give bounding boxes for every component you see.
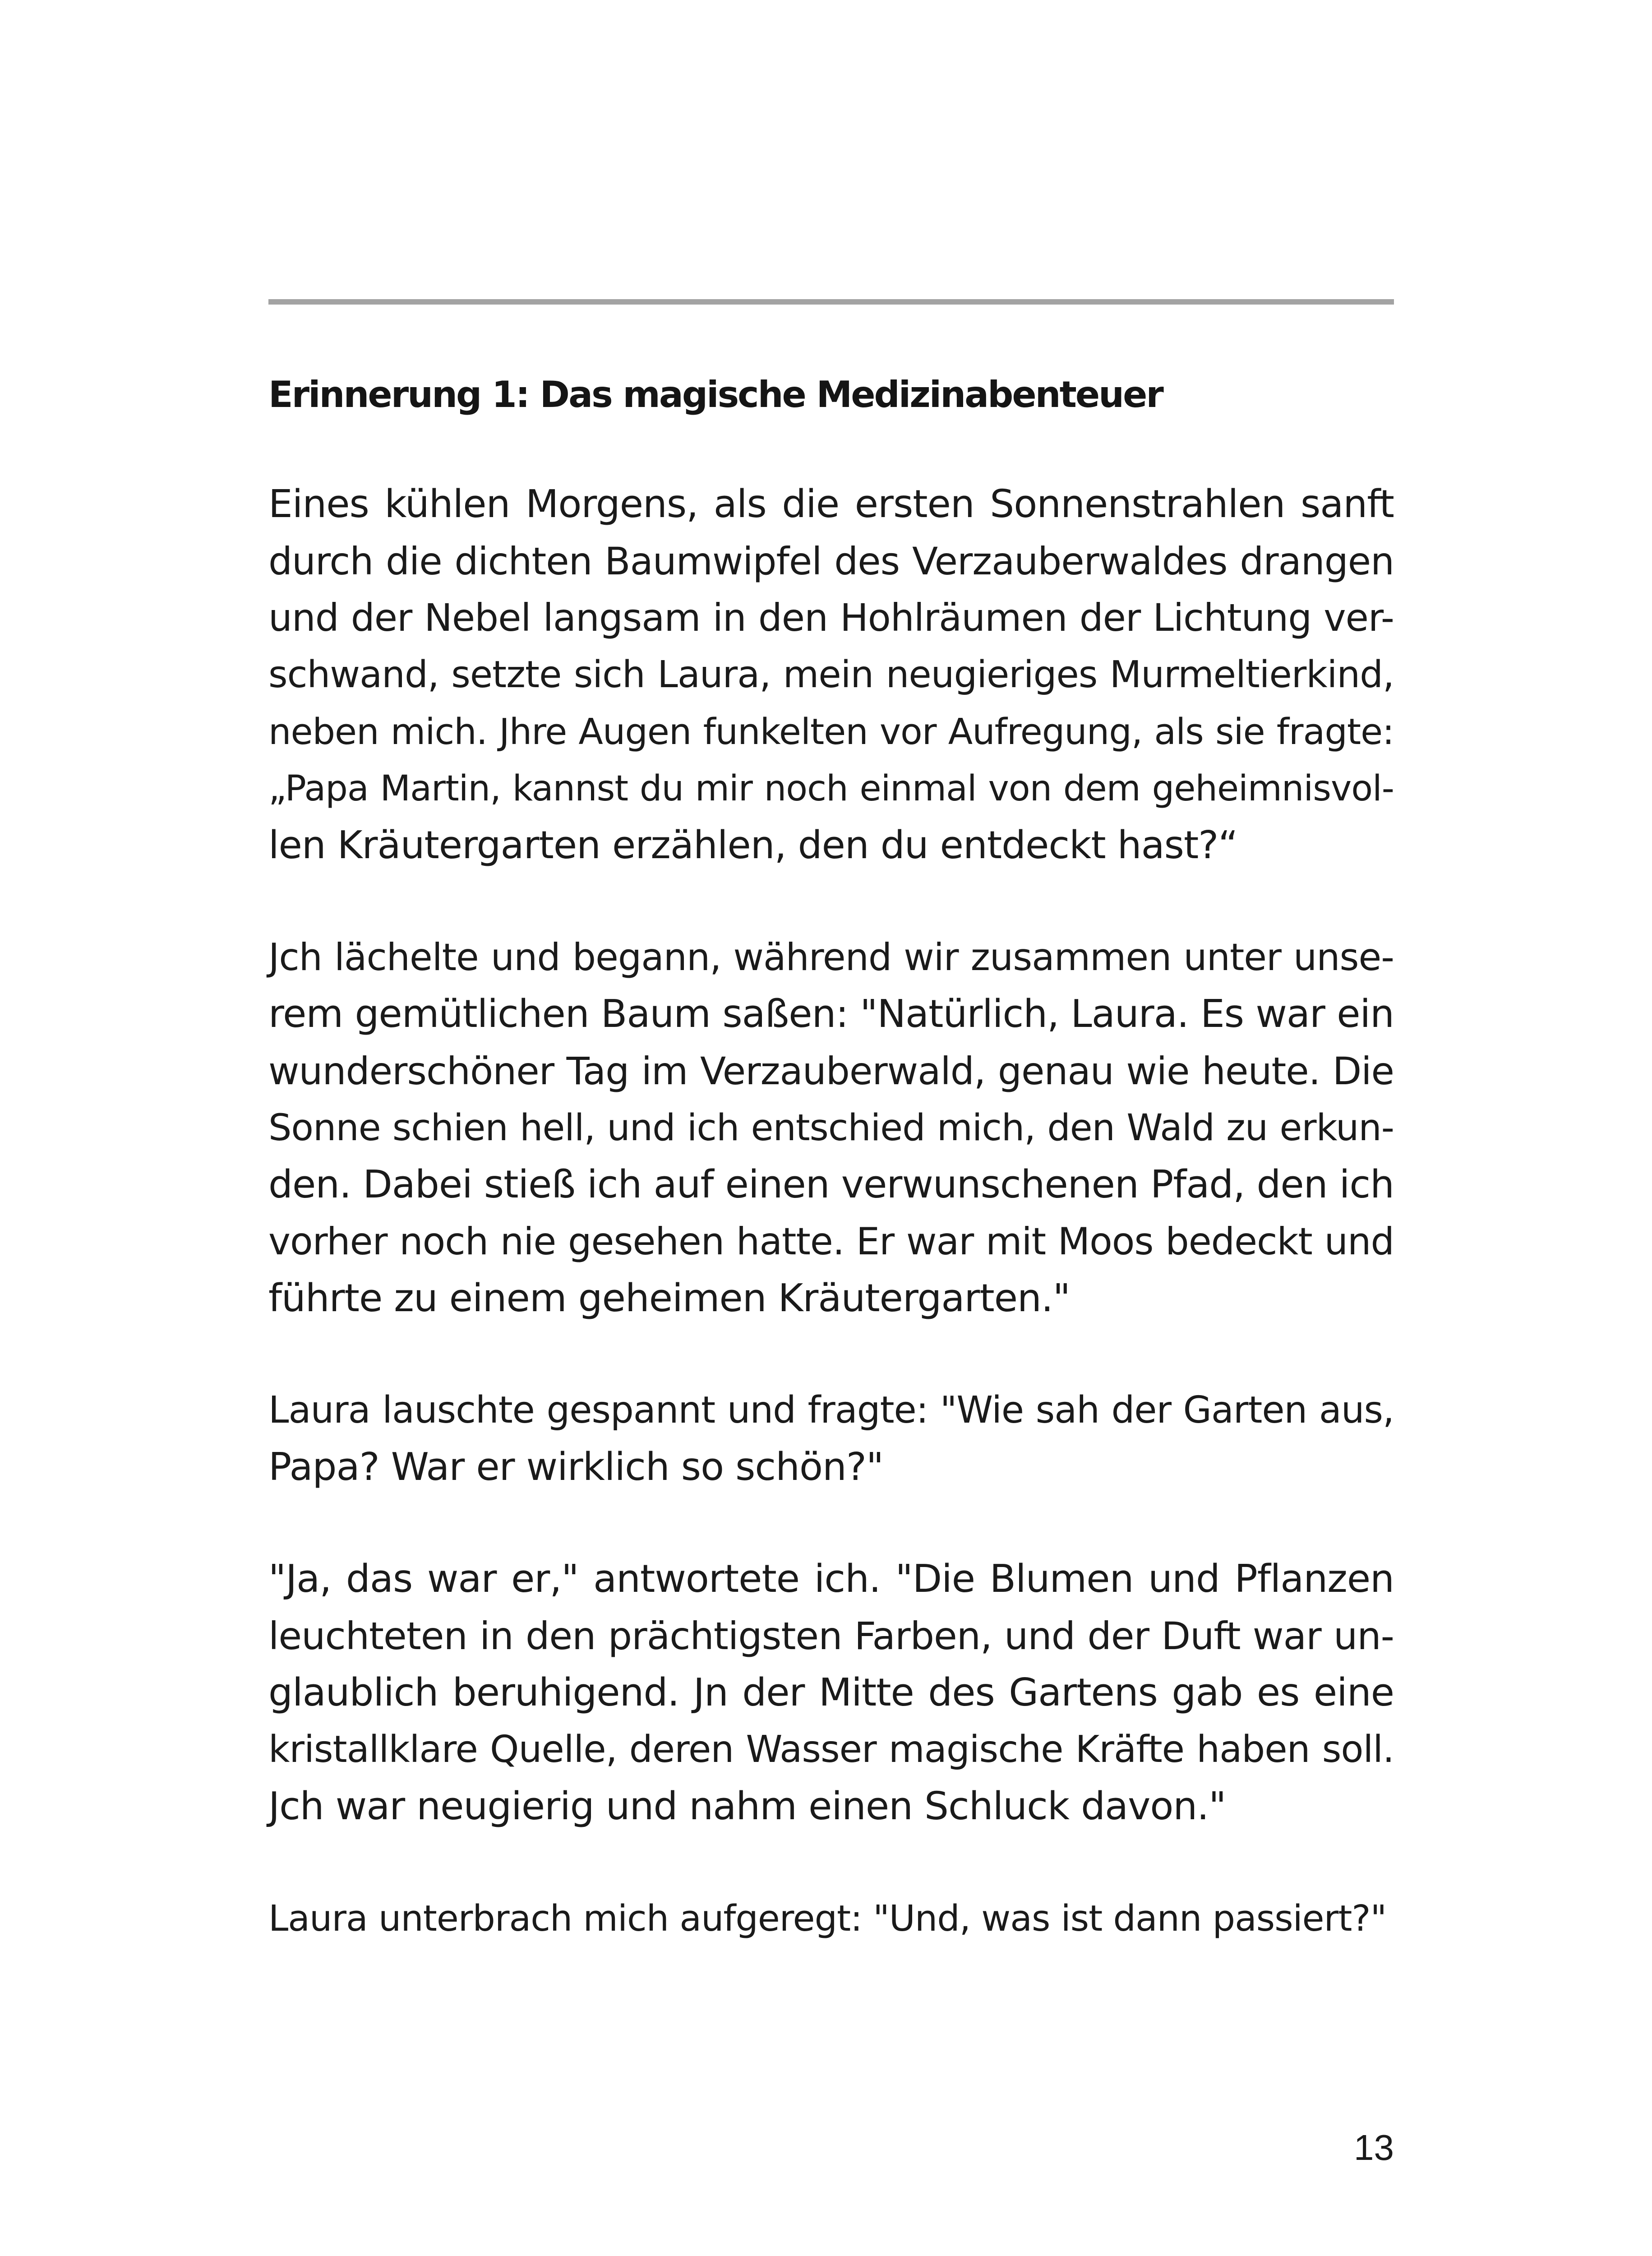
paragraph-2 — [268, 929, 1394, 1327]
text-line: vorher noch nie gesehen hatte. Er war mit Moos bedeckt und — [268, 1220, 1394, 1263]
chapter-heading: Erinnerung 1: Das magische Medizinabenteuer — [268, 374, 1163, 416]
paragraph-5 — [268, 1890, 1394, 1947]
paragraph-4 — [268, 1551, 1394, 1835]
text-line: schwand, setzte sich Laura, mein neugieriges Murmeltierkind, — [268, 653, 1394, 696]
text-line: wunderschöner Tag im Verzauberwald, genau wie heute. Die — [268, 1049, 1394, 1093]
text-line: durch die dichten Baumwipfel des Verzauberwaldes drangen — [268, 539, 1394, 583]
text-line: kristallklare Quelle, deren Wasser magische Kräfte haben soll. — [268, 1728, 1394, 1771]
paragraph-1 — [268, 476, 1394, 874]
paragraph-3 — [268, 1382, 1394, 1496]
text-line: den. Dabei stieß ich auf einen verwunschenen Pfad, den ich — [268, 1162, 1394, 1207]
text-line: führte zu einem geheimen Kräutergarten." — [268, 1276, 1070, 1321]
text-line: Laura lauschte gespannt und fragte: "Wie sah der Garten aus, — [268, 1389, 1394, 1432]
text-line: leuchteten in den prächtigsten Farben, und der Duft war un- — [268, 1614, 1394, 1658]
page-number: 13 — [1354, 2127, 1394, 2168]
text-line: Laura unterbrach mich aufgeregt: "Und, was ist dann passiert?" — [268, 1897, 1387, 1939]
text-line: len Kräutergarten erzählen, den du entdeckt hast?“ — [268, 823, 1238, 868]
text-line: Sonne schien hell, und ich entschied mich, den Wald zu erkun- — [268, 1107, 1394, 1149]
page-content — [268, 370, 1394, 2002]
text-line: rem gemütlichen Baum saßen: "Natürlich, Laura. Es war ein — [268, 992, 1394, 1036]
text-line: glaublich beruhigend. Jn der Mitte des Gartens gab es eine — [268, 1670, 1394, 1715]
text-line: "Ja, das war er," antwortete ich. "Die Blumen und Pflanzen — [268, 1557, 1394, 1601]
text-line: neben mich. Jhre Augen funkelten vor Aufregung, als sie fragte: — [268, 711, 1394, 753]
text-line: Jch lächelte und begann, während wir zusammen unter unse- — [268, 936, 1394, 979]
text-line: Papa? War er wirklich so schön?" — [268, 1445, 884, 1489]
text-line: „Papa Martin, kannst du mir noch einmal von dem geheimnisvol- — [268, 768, 1394, 809]
text-line: Eines kühlen Morgens, als die ersten Sonnenstrahlen sanft — [268, 482, 1394, 527]
header-rule — [268, 299, 1394, 305]
text-line: und der Nebel langsam in den Hohlräumen der Lichtung ver- — [268, 596, 1394, 640]
text-line: Jch war neugierig und nahm einen Schluck davon." — [268, 1784, 1226, 1829]
